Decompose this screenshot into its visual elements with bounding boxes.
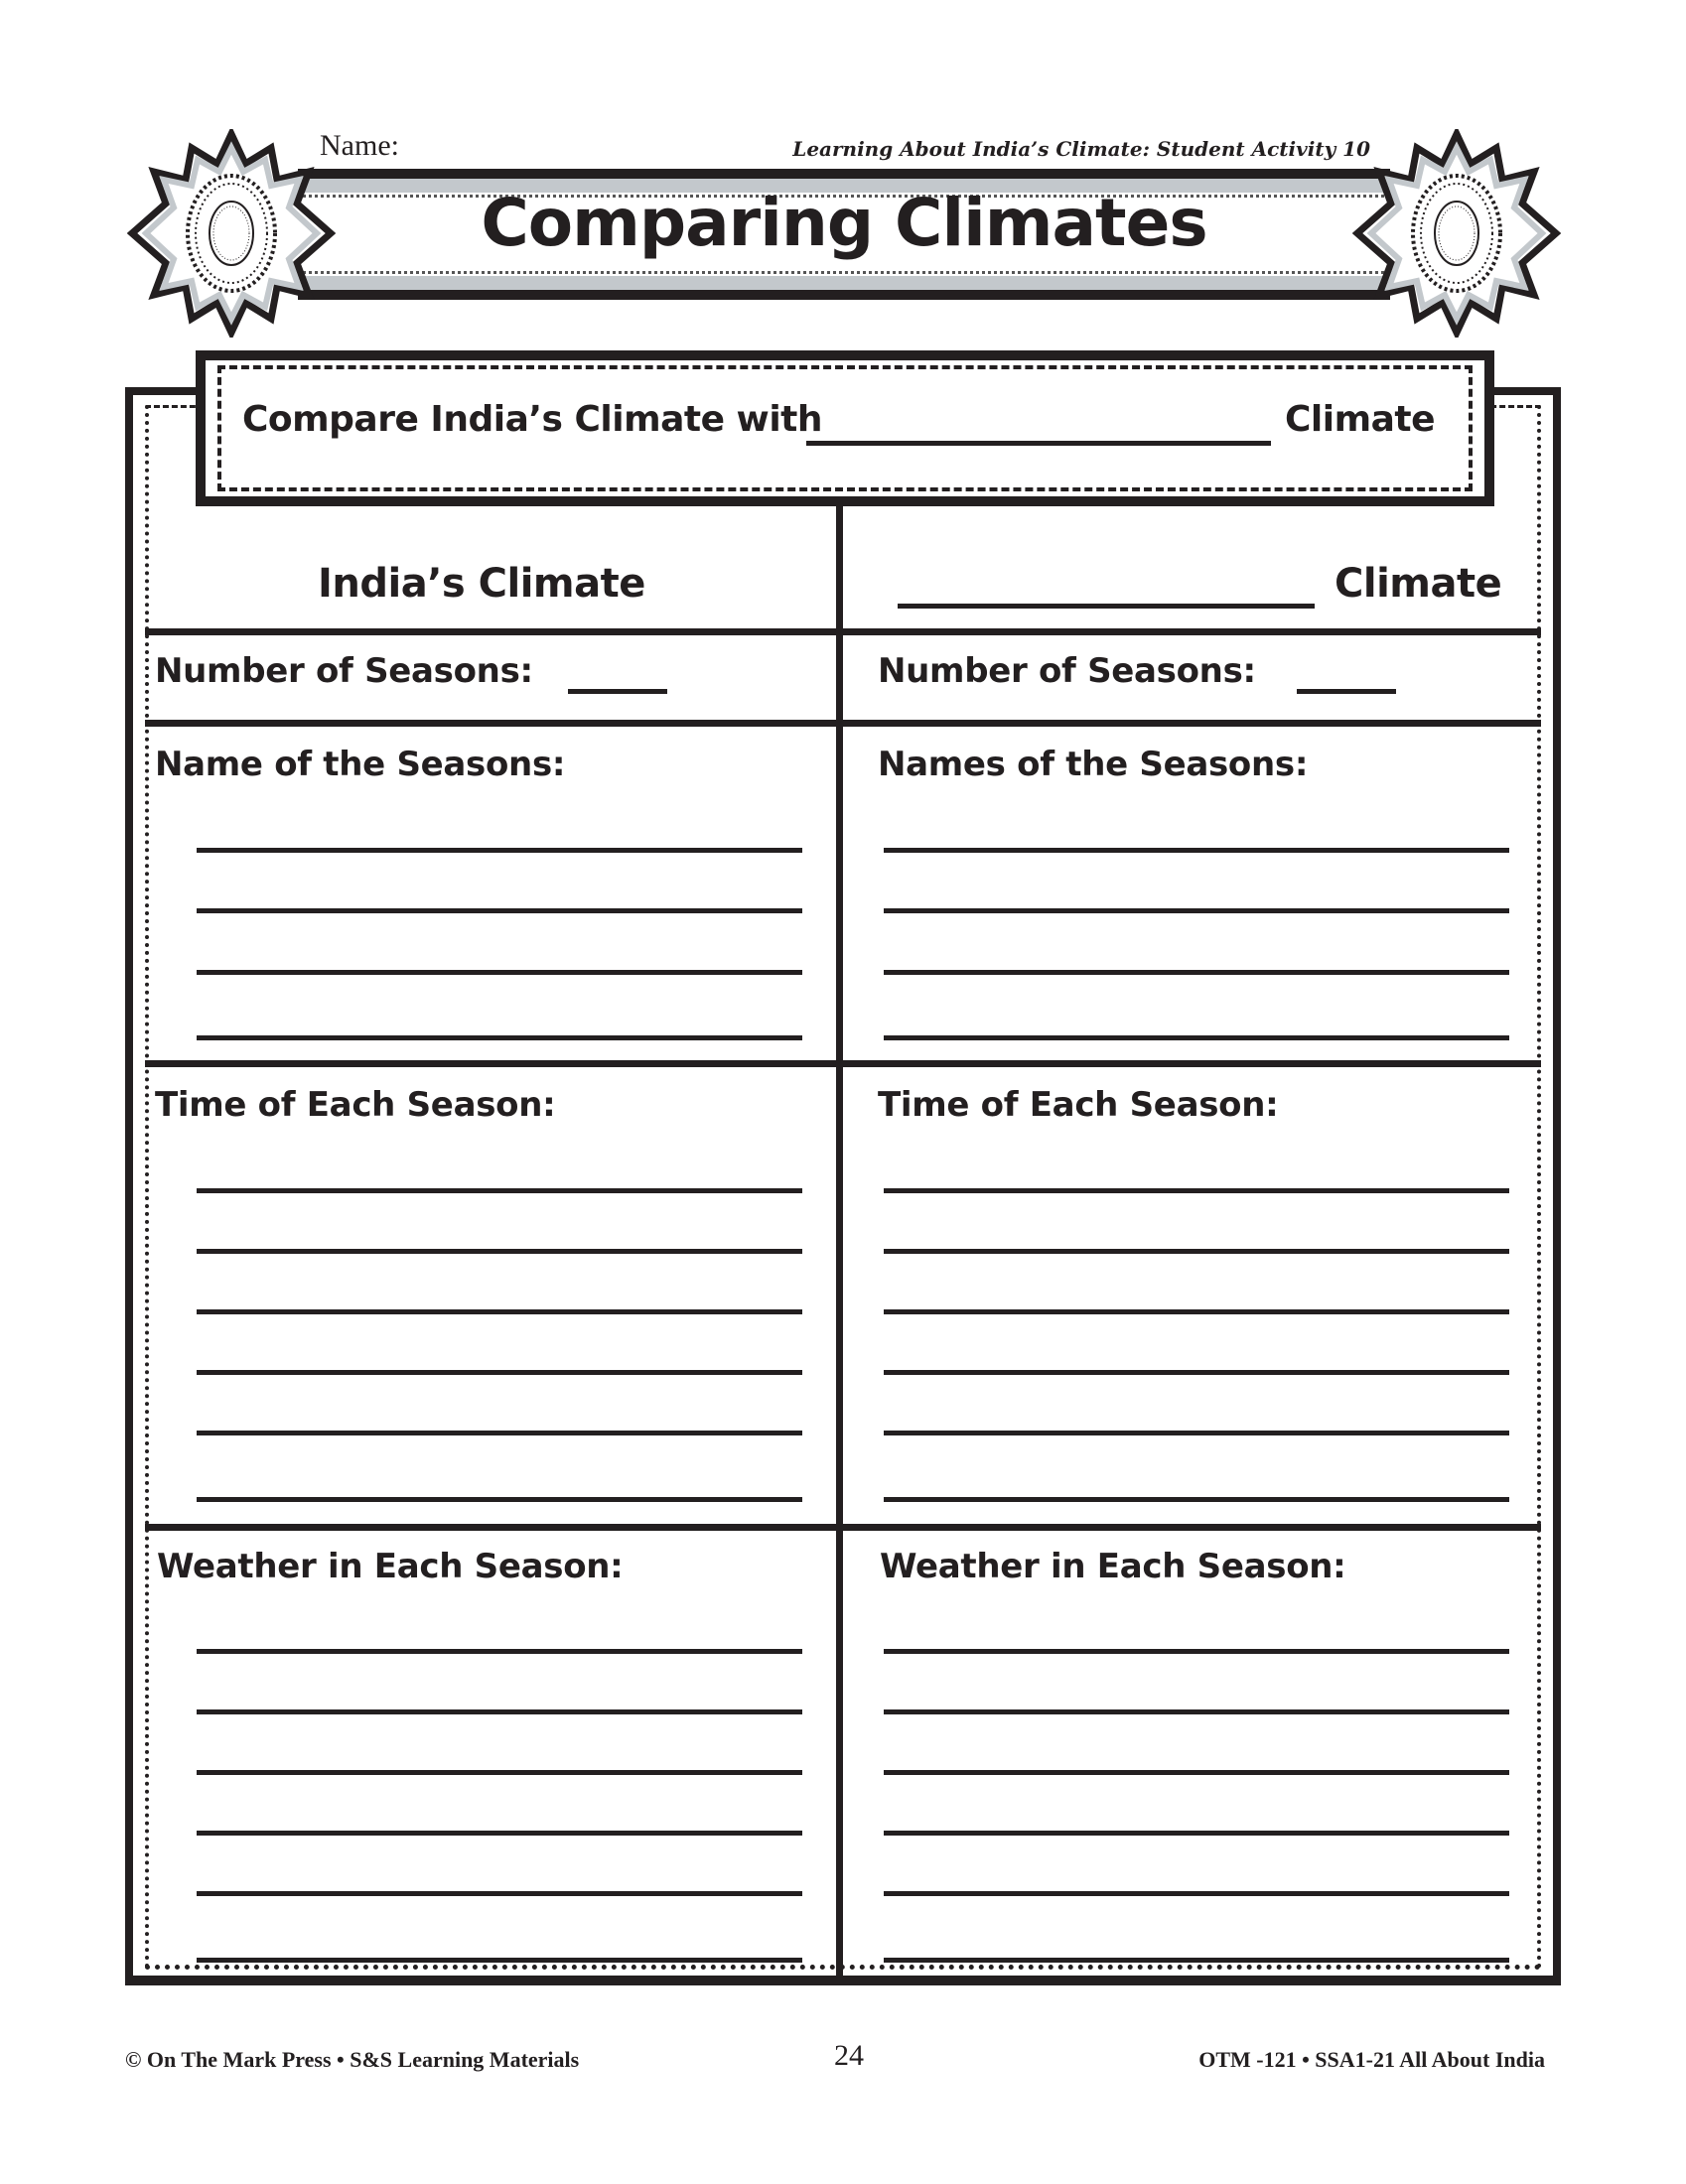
right-time-line[interactable]	[884, 1249, 1509, 1254]
left-names-line[interactable]	[197, 970, 802, 975]
left-weather-line[interactable]	[197, 1649, 802, 1654]
page-title: Comparing Climates	[481, 185, 1207, 261]
left-names-line[interactable]	[197, 848, 802, 853]
right-names-line[interactable]	[884, 970, 1509, 975]
left-weather-line[interactable]	[197, 1770, 802, 1775]
left-weather-line[interactable]	[197, 1958, 802, 1963]
left-time-line[interactable]	[197, 1249, 802, 1254]
right-names-line[interactable]	[884, 1035, 1509, 1040]
left-weather-line[interactable]	[197, 1831, 802, 1836]
right-region-blank[interactable]	[898, 604, 1315, 609]
right-number-label: Number of Seasons:	[878, 651, 1256, 691]
right-time-line[interactable]	[884, 1370, 1509, 1375]
left-names-label: Name of the Seasons:	[155, 745, 566, 784]
row-divider	[145, 720, 1541, 727]
footer-series: OTM -121 • SSA1-21 All About India	[1198, 2047, 1545, 2072]
left-time-line[interactable]	[197, 1309, 802, 1314]
right-time-label: Time of Each Season:	[878, 1085, 1279, 1125]
left-number-blank[interactable]	[568, 689, 667, 694]
name-label: Name:	[320, 129, 399, 162]
row-divider	[145, 1060, 1541, 1067]
left-weather-label: Weather in Each Season:	[157, 1547, 624, 1586]
left-time-line[interactable]	[197, 1370, 802, 1375]
worksheet-dashed-border	[145, 405, 1541, 1970]
compare-prefix: Compare India’s Climate with	[242, 399, 822, 440]
left-names-line[interactable]	[197, 908, 802, 913]
left-time-line[interactable]	[197, 1188, 802, 1193]
compare-region-blank[interactable]	[806, 441, 1271, 446]
right-time-line[interactable]	[884, 1431, 1509, 1435]
left-column-heading: India’s Climate	[318, 561, 645, 607]
right-names-line[interactable]	[884, 908, 1509, 913]
row-divider	[145, 628, 1541, 635]
right-names-line[interactable]	[884, 848, 1509, 853]
right-weather-line[interactable]	[884, 1831, 1509, 1836]
right-weather-line[interactable]	[884, 1770, 1509, 1775]
left-time-line[interactable]	[197, 1497, 802, 1502]
row-divider	[145, 1524, 1541, 1531]
right-weather-line[interactable]	[884, 1958, 1509, 1963]
right-column-heading: Climate	[1335, 561, 1502, 607]
page-number: 24	[834, 2039, 864, 2072]
compare-suffix: Climate	[1285, 399, 1436, 440]
right-weather-line[interactable]	[884, 1649, 1509, 1654]
rosette-icon	[127, 129, 336, 338]
footer-copyright: © On The Mark Press • S&S Learning Materials	[125, 2047, 580, 2072]
left-weather-line[interactable]	[197, 1709, 802, 1714]
left-weather-line[interactable]	[197, 1891, 802, 1896]
right-weather-line[interactable]	[884, 1709, 1509, 1714]
rosette-icon	[1352, 129, 1561, 338]
left-names-line[interactable]	[197, 1035, 802, 1040]
left-time-line[interactable]	[197, 1431, 802, 1435]
right-names-label: Names of the Seasons:	[878, 745, 1309, 784]
right-weather-line[interactable]	[884, 1891, 1509, 1896]
activity-label: Learning About India’s Climate: Student Activity 10	[792, 137, 1370, 161]
right-number-blank[interactable]	[1297, 689, 1396, 694]
right-weather-label: Weather in Each Season:	[880, 1547, 1346, 1586]
right-time-line[interactable]	[884, 1309, 1509, 1314]
left-time-label: Time of Each Season:	[155, 1085, 556, 1125]
right-time-line[interactable]	[884, 1497, 1509, 1502]
right-time-line[interactable]	[884, 1188, 1509, 1193]
left-number-label: Number of Seasons:	[155, 651, 533, 691]
